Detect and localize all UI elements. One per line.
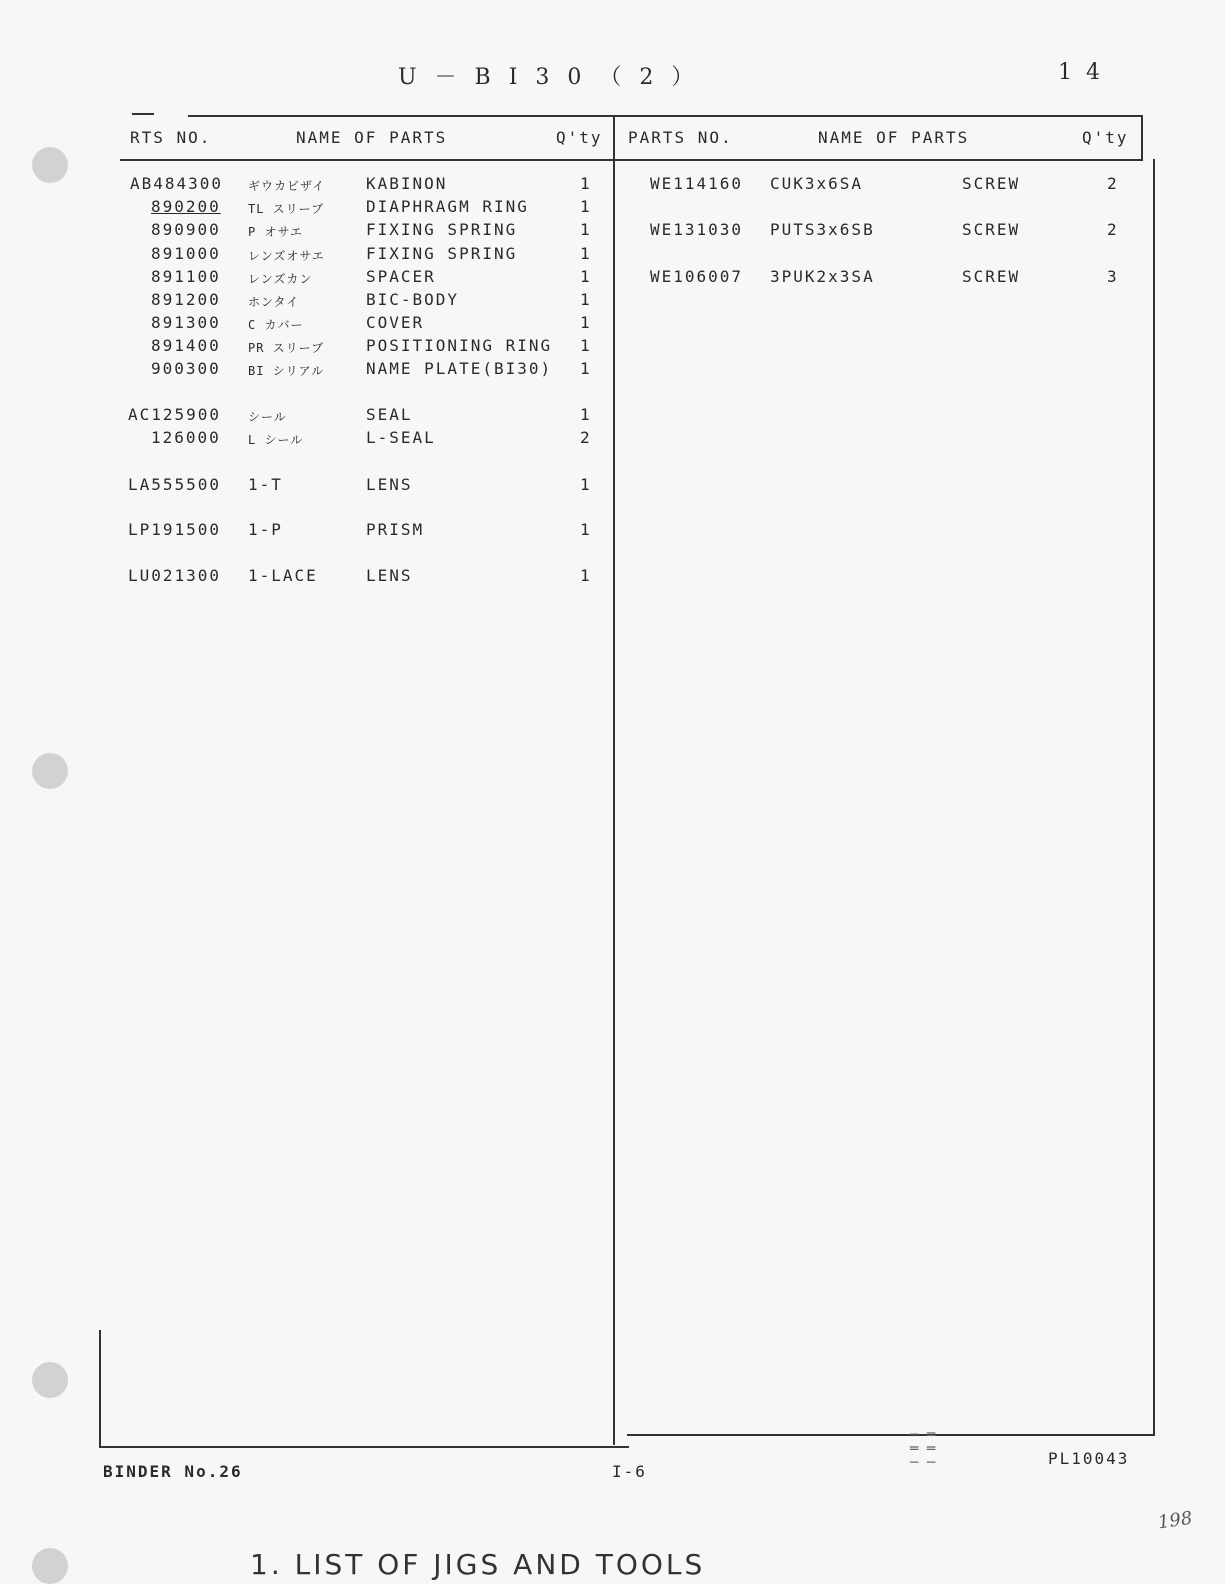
part-name: LENS bbox=[366, 566, 413, 585]
page-title: U－BI30（2） bbox=[398, 65, 712, 90]
part-number: WE114160 bbox=[650, 174, 744, 193]
document-code: PL10043 bbox=[1048, 1449, 1130, 1468]
part-number: 900300 bbox=[151, 359, 221, 378]
part-code: 3PUK2x3SA bbox=[770, 267, 875, 286]
part-qty: 1 bbox=[580, 359, 592, 378]
japanese-name: ギウカビザイ bbox=[248, 179, 326, 193]
part-number: AB484300 bbox=[130, 174, 224, 193]
japanese-name: 1-T bbox=[248, 475, 283, 494]
part-number: 891100 bbox=[151, 267, 221, 286]
japanese-name: レンズオサエ bbox=[248, 249, 325, 263]
part-qty: 1 bbox=[580, 566, 592, 585]
japanese-name: TL スリーブ bbox=[248, 202, 325, 216]
japanese-name: シール bbox=[248, 410, 287, 424]
part-name: PRISM bbox=[366, 520, 425, 539]
bottom-rule-right bbox=[627, 1434, 1155, 1436]
part-name: SCREW bbox=[962, 174, 1021, 193]
part-qty: 1 bbox=[580, 336, 592, 355]
part-qty: 1 bbox=[580, 405, 592, 424]
page-number: 14 bbox=[1058, 60, 1114, 85]
part-number: 891400 bbox=[151, 336, 221, 355]
part-name: FIXING SPRING bbox=[366, 244, 518, 263]
table-top-rule bbox=[188, 115, 1143, 117]
header-parts-no-right: PARTS NO. bbox=[628, 128, 733, 147]
header-bottom-rule bbox=[120, 159, 1143, 161]
punch-hole-top bbox=[32, 147, 68, 183]
part-number: 890200 bbox=[151, 197, 221, 216]
japanese-name: BI シリアル bbox=[248, 364, 325, 378]
part-code: PUTS3x6SB bbox=[770, 220, 875, 239]
bleed-through-text: 1. LIST OF JIGS AND TOOLS bbox=[250, 1548, 706, 1581]
part-name: BIC-BODY bbox=[366, 290, 460, 309]
part-number: 891000 bbox=[151, 244, 221, 263]
part-number: LA555500 bbox=[128, 475, 222, 494]
section-label: I-6 bbox=[612, 1462, 647, 1481]
part-qty: 1 bbox=[580, 475, 592, 494]
part-name: NAME PLATE(BI30) bbox=[366, 359, 553, 378]
part-qty: 1 bbox=[580, 197, 592, 216]
header-qty-left: Q'ty bbox=[556, 128, 603, 147]
part-name: SCREW bbox=[962, 267, 1021, 286]
part-qty: 1 bbox=[580, 520, 592, 539]
header-parts-no-left: RTS NO. bbox=[130, 128, 212, 147]
japanese-name: PR スリーブ bbox=[248, 341, 325, 355]
part-name: LENS bbox=[366, 475, 413, 494]
part-name: L-SEAL bbox=[366, 428, 436, 447]
part-qty: 2 bbox=[1107, 220, 1119, 239]
part-name: SEAL bbox=[366, 405, 413, 424]
punch-hole-middle bbox=[32, 753, 68, 789]
part-name: DIAPHRAGM RING bbox=[366, 197, 529, 216]
column-divider bbox=[613, 115, 615, 1445]
table-top-rule-stub bbox=[132, 113, 154, 115]
part-number: 891200 bbox=[151, 290, 221, 309]
bottom-rule bbox=[99, 1446, 629, 1448]
part-number: LP191500 bbox=[128, 520, 222, 539]
part-number: 890900 bbox=[151, 220, 221, 239]
part-number: WE106007 bbox=[650, 267, 744, 286]
japanese-name: P オサエ bbox=[248, 225, 303, 239]
part-number: AC125900 bbox=[128, 405, 222, 424]
part-name: COVER bbox=[366, 313, 425, 332]
part-qty: 2 bbox=[1107, 174, 1119, 193]
part-name: SCREW bbox=[962, 220, 1021, 239]
japanese-name: L シール bbox=[248, 433, 304, 447]
japanese-name: C カバー bbox=[248, 318, 304, 332]
part-qty: 2 bbox=[580, 428, 592, 447]
part-name: SPACER bbox=[366, 267, 436, 286]
japanese-name: ホンタイ bbox=[248, 295, 300, 309]
part-qty: 1 bbox=[580, 313, 592, 332]
part-code: CUK3x6SA bbox=[770, 174, 864, 193]
right-border bbox=[1153, 159, 1155, 1434]
part-name: FIXING SPRING bbox=[366, 220, 518, 239]
part-number: 891300 bbox=[151, 313, 221, 332]
header-name-right: NAME OF PARTS bbox=[818, 128, 970, 147]
part-qty: 1 bbox=[580, 174, 592, 193]
part-number: WE131030 bbox=[650, 220, 744, 239]
japanese-name: レンズカン bbox=[248, 272, 313, 286]
part-number: 126000 bbox=[151, 428, 221, 447]
part-qty: 1 bbox=[580, 220, 592, 239]
punch-hole-bottom bbox=[32, 1548, 68, 1584]
part-name: POSITIONING RING bbox=[366, 336, 553, 355]
right-border-upper bbox=[1141, 115, 1143, 161]
scribble-mark: ─ ═ ═ ═ ─ ─ bbox=[910, 1427, 936, 1471]
part-qty: 1 bbox=[580, 267, 592, 286]
part-qty: 3 bbox=[1107, 267, 1119, 286]
left-border bbox=[99, 1330, 101, 1448]
handwritten-note: 198 bbox=[1156, 1507, 1194, 1534]
part-qty: 1 bbox=[580, 244, 592, 263]
japanese-name: 1-P bbox=[248, 520, 283, 539]
binder-label: BINDER No.26 bbox=[103, 1462, 243, 1481]
header-name-left: NAME OF PARTS bbox=[296, 128, 448, 147]
header-qty-right: Q'ty bbox=[1082, 128, 1129, 147]
japanese-name: 1-LACE bbox=[248, 566, 318, 585]
part-name: KABINON bbox=[366, 174, 448, 193]
part-qty: 1 bbox=[580, 290, 592, 309]
part-number: LU021300 bbox=[128, 566, 222, 585]
punch-hole-lower bbox=[32, 1362, 68, 1398]
